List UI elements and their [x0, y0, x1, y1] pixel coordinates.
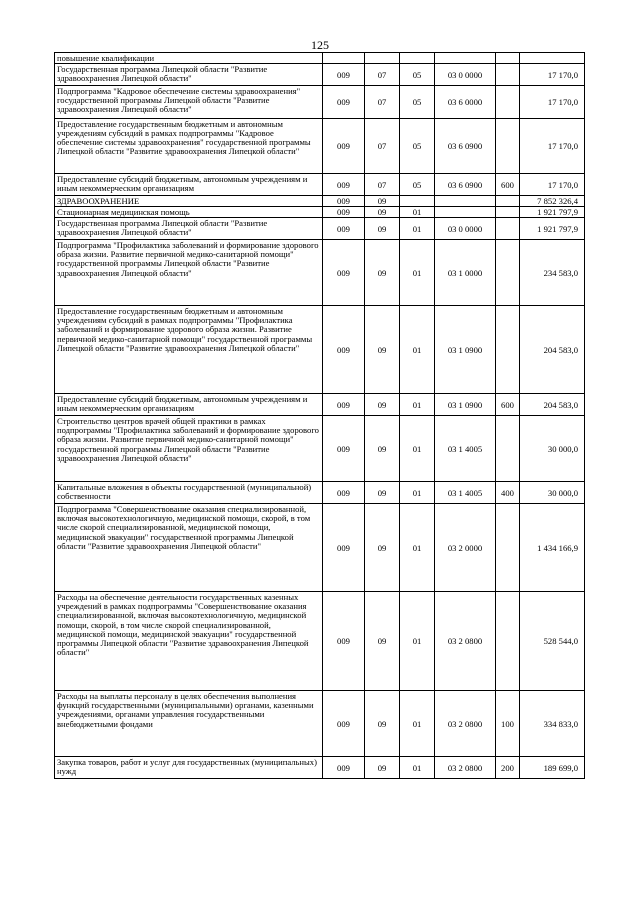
target-item-code-cell: 03 0 0000: [435, 218, 496, 240]
table-row: [55, 504, 585, 592]
section-code-cell: 07: [365, 86, 400, 119]
table-row: [55, 592, 585, 691]
expense-type-code-cell: [496, 196, 520, 207]
amount-cell: 30 000,0: [520, 482, 585, 504]
expense-type-code-cell: [496, 218, 520, 240]
budget-table: [54, 52, 585, 779]
target-item-code-cell: 03 2 0800: [435, 757, 496, 779]
target-item-code-cell: 03 1 4005: [435, 482, 496, 504]
table-row: [55, 482, 585, 504]
budget-table-body: [55, 53, 585, 779]
section-code-cell: 09: [365, 691, 400, 757]
table-row: [55, 240, 585, 306]
expense-type-code-cell: 200: [496, 757, 520, 779]
section-code-cell: 09: [365, 416, 400, 482]
ministry-code-cell: 009: [323, 416, 365, 482]
table-row: [55, 416, 585, 482]
table-row: [55, 218, 585, 240]
section-code-cell: 09: [365, 218, 400, 240]
expense-type-code-cell: [496, 86, 520, 119]
section-code-cell: 09: [365, 504, 400, 592]
table-row: [55, 119, 585, 174]
target-item-code-cell: 03 1 0900: [435, 306, 496, 394]
row-name-cell: Предоставление субсидий бюджетным, автономным учреждениям и иным некоммерческим организациям: [55, 394, 323, 416]
section-code-cell: [365, 53, 400, 64]
expense-type-code-cell: [496, 306, 520, 394]
page-number: 125: [311, 38, 329, 52]
subsection-code-cell: 01: [400, 757, 435, 779]
target-item-code-cell: 03 6 0000: [435, 86, 496, 119]
ministry-code-cell: 009: [323, 306, 365, 394]
subsection-code-cell: [400, 196, 435, 207]
expense-type-code-cell: [496, 416, 520, 482]
section-code-cell: 07: [365, 174, 400, 196]
amount-cell: 189 699,0: [520, 757, 585, 779]
amount-cell: 334 833,0: [520, 691, 585, 757]
expense-type-code-cell: [496, 592, 520, 691]
ministry-code-cell: 009: [323, 394, 365, 416]
section-code-cell: 09: [365, 306, 400, 394]
amount-cell: 17 170,0: [520, 119, 585, 174]
row-name-cell: повышение квалификации: [55, 53, 323, 64]
amount-cell: 17 170,0: [520, 86, 585, 119]
row-name-cell: Предоставление государственным бюджетным и автономным учреждениям субсидий в рамках подпрограммы "Кадровое обеспечение системы здравоохранения" государственной программы Липецкой области "Развитие здравоохранения Липецкой области": [55, 119, 323, 174]
table-row: [55, 691, 585, 757]
subsection-code-cell: 01: [400, 482, 435, 504]
expense-type-code-cell: 100: [496, 691, 520, 757]
target-item-code-cell: 03 2 0000: [435, 504, 496, 592]
row-name-cell: Подпрограмма "Профилактика заболеваний и формирование здорового образа жизни. Развитие первичной медико-санитарной помощи" государственной программы Липецкой области "Развитие здравоохранения Липецкой области": [55, 240, 323, 306]
row-name-cell: Подпрограмма "Совершенствование оказания специализированной, включая высокотехнологичную, медицинской помощи, скорой, в том числе скорой специализированной, медицинской помощи, медицинской эвакуации" государственной программы Липецкой области "Развитие здравоохранения Липецкой области": [55, 504, 323, 592]
section-code-cell: 07: [365, 119, 400, 174]
subsection-code-cell: 01: [400, 504, 435, 592]
table-row: [55, 53, 585, 64]
ministry-code-cell: 009: [323, 64, 365, 86]
table-row: [55, 64, 585, 86]
row-name-cell: Строительство центров врачей общей практики в рамках подпрограммы "Профилактика заболеваний и формирование здорового образа жизни. Развитие первичной медико-санитарной помощи" государственной программы Липецкой области "Развитие здравоохранения Липецкой области": [55, 416, 323, 482]
row-name-cell: Предоставление государственным бюджетным и автономным учреждениям субсидий в рамках подпрограммы "Профилактика заболеваний и формирование здорового образа жизни. Развитие первичной медико-санитарной помощи" государственной программы Липецкой области "Развитие здравоохранения Липецкой области": [55, 306, 323, 394]
target-item-code-cell: 03 1 0900: [435, 394, 496, 416]
section-code-cell: 07: [365, 64, 400, 86]
expense-type-code-cell: [496, 504, 520, 592]
table-row: [55, 757, 585, 779]
section-code-cell: 09: [365, 207, 400, 218]
subsection-code-cell: 01: [400, 416, 435, 482]
amount-cell: 17 170,0: [520, 64, 585, 86]
row-name-cell: Предоставление субсидий бюджетным, автономным учреждениям и иным некоммерческим организациям: [55, 174, 323, 196]
ministry-code-cell: 009: [323, 757, 365, 779]
subsection-code-cell: 01: [400, 207, 435, 218]
section-code-cell: 09: [365, 482, 400, 504]
row-name-cell: Стационарная медицинская помощь: [55, 207, 323, 218]
ministry-code-cell: 009: [323, 196, 365, 207]
ministry-code-cell: 009: [323, 240, 365, 306]
amount-cell: 17 170,0: [520, 174, 585, 196]
expense-type-code-cell: [496, 207, 520, 218]
table-row: [55, 196, 585, 207]
target-item-code-cell: 03 2 0800: [435, 592, 496, 691]
ministry-code-cell: 009: [323, 86, 365, 119]
ministry-code-cell: 009: [323, 174, 365, 196]
ministry-code-cell: 009: [323, 119, 365, 174]
target-item-code-cell: 03 2 0800: [435, 691, 496, 757]
table-row: [55, 306, 585, 394]
expense-type-code-cell: 600: [496, 174, 520, 196]
table-row: [55, 86, 585, 119]
subsection-code-cell: 05: [400, 86, 435, 119]
subsection-code-cell: 01: [400, 306, 435, 394]
target-item-code-cell: [435, 207, 496, 218]
expense-type-code-cell: [496, 53, 520, 64]
section-code-cell: 09: [365, 240, 400, 306]
subsection-code-cell: 05: [400, 119, 435, 174]
subsection-code-cell: 01: [400, 592, 435, 691]
row-name-cell: Расходы на выплаты персоналу в целях обеспечения выполнения функций государственными (муниципальными) органами, казенными учреждениями, органами управления государственными внебюджетными фондами: [55, 691, 323, 757]
subsection-code-cell: [400, 53, 435, 64]
target-item-code-cell: 03 1 4005: [435, 416, 496, 482]
expense-type-code-cell: [496, 119, 520, 174]
amount-cell: 204 583,0: [520, 394, 585, 416]
table-row: [55, 174, 585, 196]
amount-cell: 204 583,0: [520, 306, 585, 394]
row-name-cell: Подпрограмма "Кадровое обеспечение системы здравоохранения" государственной программы Липецкой области "Развитие здравоохранения Липецкой области": [55, 86, 323, 119]
target-item-code-cell: [435, 196, 496, 207]
expense-type-code-cell: [496, 240, 520, 306]
ministry-code-cell: [323, 53, 365, 64]
amount-cell: 1 434 166,9: [520, 504, 585, 592]
subsection-code-cell: 01: [400, 394, 435, 416]
subsection-code-cell: 01: [400, 691, 435, 757]
amount-cell: [520, 53, 585, 64]
table-row: [55, 207, 585, 218]
row-name-cell: ЗДРАВООХРАНЕНИЕ: [55, 196, 323, 207]
expense-type-code-cell: [496, 64, 520, 86]
table-row: [55, 394, 585, 416]
amount-cell: 528 544,0: [520, 592, 585, 691]
row-name-cell: Закупка товаров, работ и услуг для государственных (муниципальных) нужд: [55, 757, 323, 779]
subsection-code-cell: 05: [400, 174, 435, 196]
amount-cell: 7 852 326,4: [520, 196, 585, 207]
ministry-code-cell: 009: [323, 482, 365, 504]
row-name-cell: Государственная программа Липецкой области "Развитие здравоохранения Липецкой области": [55, 218, 323, 240]
target-item-code-cell: 03 6 0900: [435, 119, 496, 174]
section-code-cell: 09: [365, 196, 400, 207]
ministry-code-cell: 009: [323, 592, 365, 691]
ministry-code-cell: 009: [323, 207, 365, 218]
ministry-code-cell: 009: [323, 218, 365, 240]
ministry-code-cell: 009: [323, 691, 365, 757]
section-code-cell: 09: [365, 592, 400, 691]
amount-cell: 1 921 797,9: [520, 218, 585, 240]
expense-type-code-cell: 600: [496, 394, 520, 416]
target-item-code-cell: 03 1 0000: [435, 240, 496, 306]
amount-cell: 234 583,0: [520, 240, 585, 306]
target-item-code-cell: 03 0 0000: [435, 64, 496, 86]
subsection-code-cell: 01: [400, 240, 435, 306]
amount-cell: 1 921 797,9: [520, 207, 585, 218]
subsection-code-cell: 01: [400, 218, 435, 240]
target-item-code-cell: 03 6 0900: [435, 174, 496, 196]
expense-type-code-cell: 400: [496, 482, 520, 504]
section-code-cell: 09: [365, 757, 400, 779]
amount-cell: 30 000,0: [520, 416, 585, 482]
target-item-code-cell: [435, 53, 496, 64]
subsection-code-cell: 05: [400, 64, 435, 86]
row-name-cell: Расходы на обеспечение деятельности государственных казенных учреждений в рамках подпрограммы "Совершенствование оказания специализированной, включая высокотехнологичную, медицинской помощи, скорой, в том числе скорой специализированной, медицинской помощи, медицинской эвакуации" государственной программы Липецкой области "Развитие здравоохранения Липецкой области": [55, 592, 323, 691]
section-code-cell: 09: [365, 394, 400, 416]
ministry-code-cell: 009: [323, 504, 365, 592]
row-name-cell: Капитальные вложения в объекты государственной (муниципальной) собственности: [55, 482, 323, 504]
row-name-cell: Государственная программа Липецкой области "Развитие здравоохранения Липецкой области": [55, 64, 323, 86]
